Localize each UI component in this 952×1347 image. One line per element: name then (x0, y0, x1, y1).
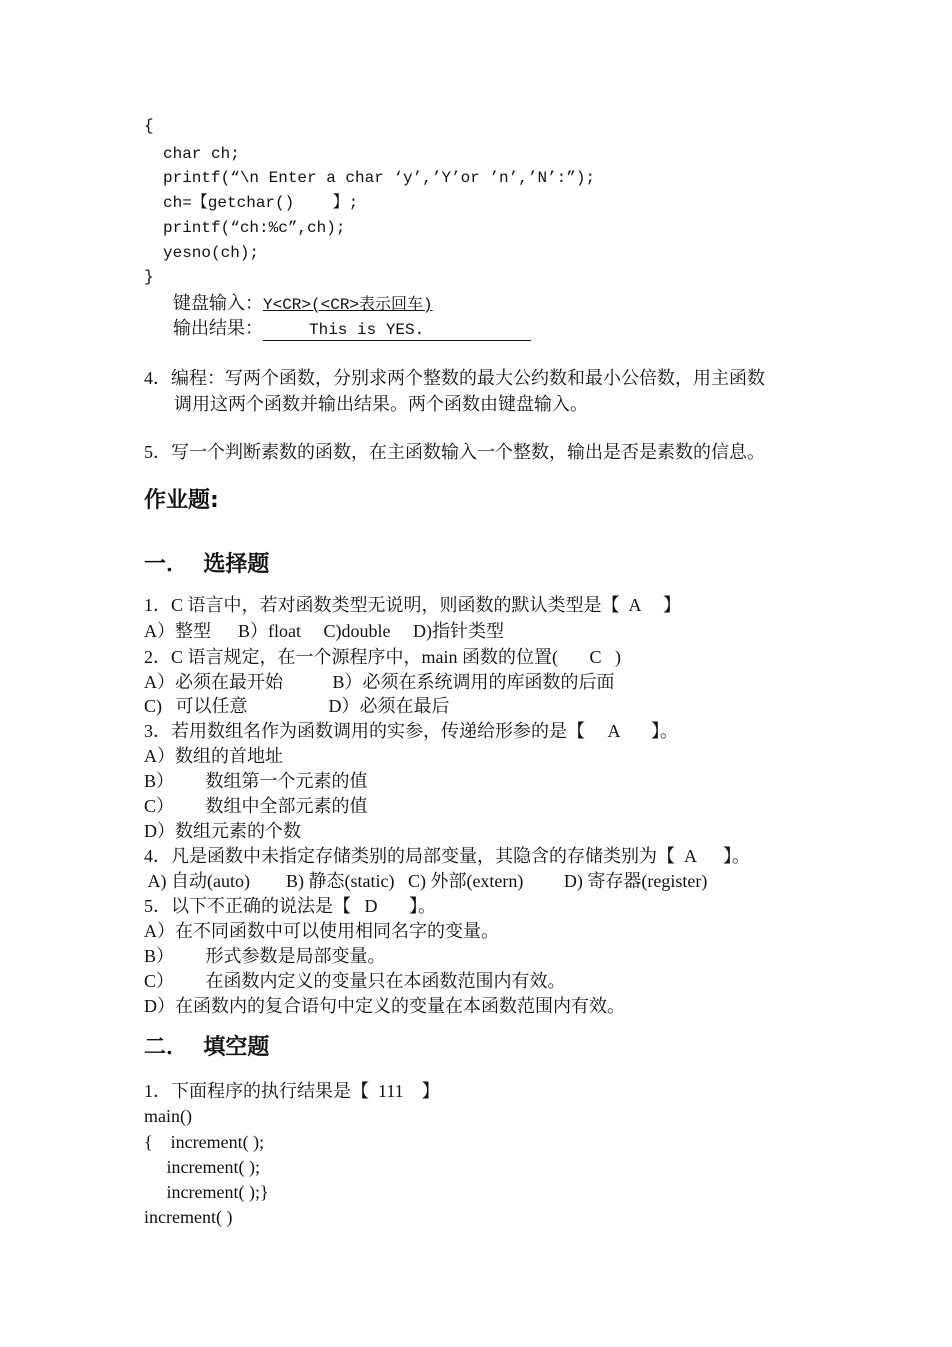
section-1-line: B） 数组第一个元素的值 (144, 771, 368, 791)
question-5: 5．写一个判断素数的函数，在主函数输入一个整数，输出是否是素数的信息。 (144, 442, 765, 462)
section-1-line: A）必须在最开始 B）必须在系统调用的库函数的后面 (144, 672, 615, 692)
code-line: printf(“ch:%c”,ch); (163, 219, 346, 237)
section-2-line: increment( ) (144, 1207, 233, 1227)
section-1-line: A）数组的首地址 (144, 746, 283, 766)
section-2-line: { increment( ); (144, 1132, 265, 1152)
output-result-line (173, 319, 531, 341)
section-1-line: 5．以下不正确的说法是【 D 】。 (144, 896, 436, 916)
question-4-line-2: 调用这两个函数并输出结果。两个函数由键盘输入。 (174, 394, 588, 414)
code-line: { (144, 117, 154, 135)
homework-title: 作业题: (144, 488, 219, 513)
code-line: printf(“\n Enter a char ‘y’,’Y’or ’n’,’N’:”); (163, 169, 596, 187)
keyboard-input-line (173, 294, 433, 313)
section-1-line: 4．凡是函数中未指定存储类别的局部变量，其隐含的存储类别为【 A 】。 (144, 846, 751, 866)
section-1-title: 一． 选择题 (144, 552, 270, 577)
input-value: Y<CR>(<CR>表示回车) (263, 296, 433, 314)
section-2-line: increment( ); (144, 1157, 260, 1177)
section-1-line: D）数组元素的个数 (144, 821, 301, 841)
section-2-line: 1．下面程序的执行结果是【 111 】 (144, 1081, 440, 1101)
section-1-line: 1．C 语言中，若对函数类型无说明，则函数的默认类型是【 A 】 (144, 595, 682, 615)
code-line: } (144, 268, 154, 286)
section-2-title: 二． 填空题 (144, 1035, 270, 1060)
code-line: yesno(ch); (163, 244, 260, 262)
output-label: 输出结果： (173, 318, 263, 338)
section-1-line: C) 可以任意 D）必须在最后 (144, 696, 450, 716)
section-1-line: 3．若用数组名作为函数调用的实参，传递给形参的是【 A 】。 (144, 721, 679, 741)
section-1-line: A）在不同函数中可以使用相同名字的变量。 (144, 921, 499, 941)
input-label: 键盘输入： (173, 293, 263, 313)
question-4-line-1: 4．编程：写两个函数，分别求两个整数的最大公约数和最小公倍数，用主函数 (144, 368, 765, 388)
output-value: This is YES. (263, 322, 531, 341)
section-1-line: A) 自动(auto) B) 静态(static) C) 外部(extern) D) 寄存器(register) (144, 871, 708, 891)
code-line: ch=【getchar() 】; (163, 194, 359, 212)
section-1-line: B） 形式参数是局部变量。 (144, 946, 386, 966)
section-2-line: increment( );} (144, 1182, 269, 1202)
code-line: char ch; (163, 145, 240, 163)
section-1-line: C） 在函数内定义的变量只在本函数范围内有效。 (144, 971, 566, 991)
section-1-line: 2．C 语言规定，在一个源程序中，main 函数的位置( C ) (144, 647, 621, 667)
section-1-line: D）在函数内的复合语句中定义的变量在本函数范围内有效。 (144, 996, 625, 1016)
section-1-line: A）整型 B）float C)double D)指针类型 (144, 621, 504, 641)
section-1-line: C） 数组中全部元素的值 (144, 796, 368, 816)
section-2-line: main() (144, 1106, 192, 1126)
